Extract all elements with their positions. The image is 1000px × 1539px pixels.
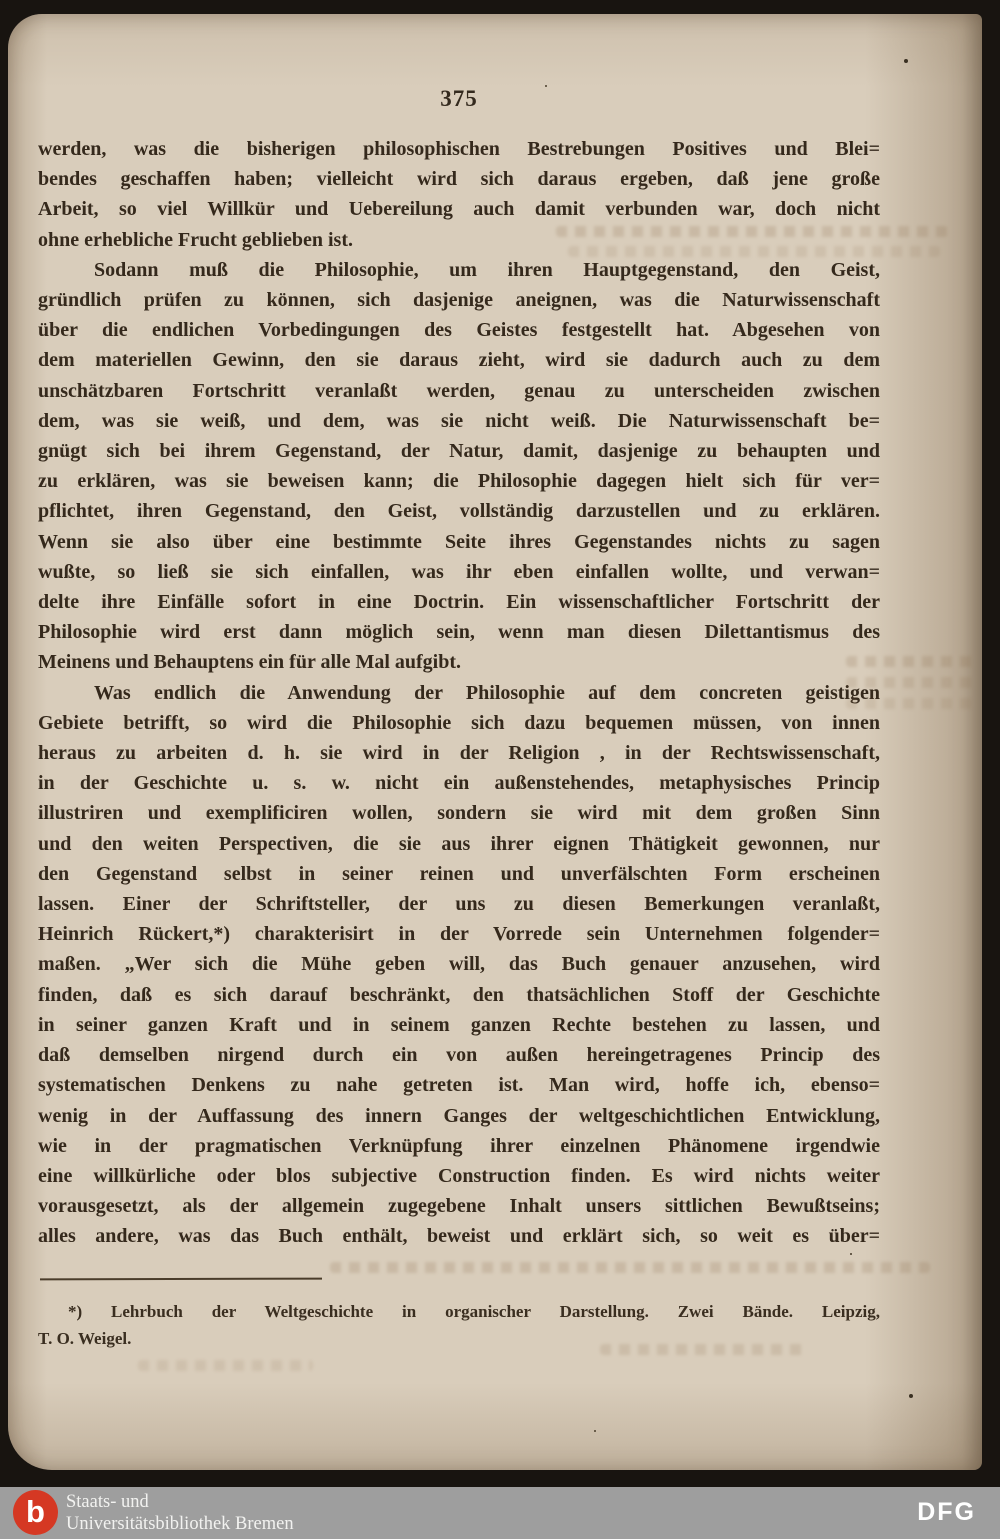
- text-line: daß demselben nirgend durch ein von außen hereingetragenes Princip des: [38, 1044, 880, 1067]
- bleedthrough-smudge: [846, 677, 974, 688]
- text-line: illustriren und exemplificiren wollen, sondern sie wird mit dem großen Sinn: [38, 802, 880, 825]
- text-line: Wenn sie also über eine bestimmte Seite ihres Gegenstandes nichts zu sagen: [38, 530, 880, 553]
- text-line: Sodann muß die Philosophie, um ihren Hauptgegenstand, den Geist,: [94, 258, 880, 281]
- text-line: lassen. Einer der Schriftsteller, der uns zu diesen Bemerkungen veranlaßt,: [38, 893, 880, 916]
- text-line: alles andere, was das Buch enthält, beweist und erklärt sich, so weit es über=: [38, 1225, 880, 1248]
- text-line: unschätzbaren Fortschritt veranlaßt werden, genau zu unterscheiden zwischen: [38, 379, 880, 402]
- text-line: Gebiete betrifft, so wird die Philosophie sich dazu bequemen müssen, von innen: [38, 711, 880, 734]
- text-line: zu erklären, was sie beweisen kann; die Philosophie dagegen hielt sich für ver=: [38, 470, 880, 493]
- text-line: bendes geschaffen haben; vielleicht wird sich daraus ergeben, daß jene große: [38, 168, 880, 191]
- text-line: über die endlichen Vorbedingungen des Geistes festgestellt hat. Abgesehen von: [38, 319, 880, 342]
- text-line: delte ihre Einfälle sofort in eine Doctrin. Ein wissenschaftlicher Fortschritt der: [38, 591, 880, 614]
- text-line: eine willkürliche oder blos subjective Construction finden. Es wird nichts weiter: [38, 1164, 880, 1187]
- footnote-line: *) Lehrbuch der Weltgeschichte in organischer Darstellung. Zwei Bände. Leipzig,: [68, 1302, 880, 1321]
- bleedthrough-smudge: [330, 1262, 930, 1273]
- bleedthrough-smudge: [846, 698, 974, 709]
- logo-letter: b: [26, 1494, 45, 1529]
- text-line: maßen. „Wer sich die Mühe geben will, das Buch genauer anzusehen, wird: [38, 953, 880, 976]
- library-name-line1: Staats- und: [66, 1492, 149, 1512]
- text-line: den Gegenstand selbst in seiner reinen und unverfälschten Form erscheinen: [38, 862, 880, 885]
- bleedthrough-smudge: [846, 656, 974, 667]
- footnote-line: T. O. Weigel.: [38, 1329, 132, 1348]
- scan-specks: [8, 14, 10, 16]
- text-line: pflichtet, ihren Gegenstand, den Geist, vollständig darzustellen und zu erklären.: [38, 500, 880, 523]
- text-line: Was endlich die Anwendung der Philosophie auf dem concreten geistigen: [94, 681, 880, 704]
- text-line: dem materiellen Gewinn, den sie daraus zieht, wird sie dadurch auch zu dem: [38, 349, 880, 372]
- page-number: 375: [440, 86, 478, 111]
- text-line: Arbeit, so viel Willkür und Uebereilung auch damit verbunden war, doch nicht: [38, 198, 880, 221]
- text-line: gründlich prüfen zu können, sich dasjenige aneignen, was die Naturwissenschaft: [38, 289, 880, 312]
- text-line: in seiner ganzen Kraft und in seinem ganzen Rechte bestehen zu lassen, und: [38, 1013, 880, 1036]
- bleedthrough-smudge: [600, 1344, 805, 1355]
- text-line: wenig in der Auffassung des innern Ganges der weltgeschichtlichen Entwicklung,: [38, 1104, 880, 1127]
- bleedthrough-smudge: [568, 246, 940, 257]
- text-line: systematischen Denkens zu nahe getreten ist. Man wird, hoffe ich, ebenso=: [38, 1074, 880, 1097]
- text-line: dem, was sie weiß, und dem, was sie nicht weiß. Die Naturwissenschaft be=: [38, 409, 880, 432]
- text-line: ohne erhebliche Frucht geblieben ist.: [38, 228, 353, 251]
- text-line: gnügt sich bei ihrem Gegenstand, der Natur, damit, dasjenige zu behaupten und: [38, 440, 880, 463]
- text-line: vorausgesetzt, als der allgemein zugegebene Inhalt unsers sittlichen Bewußtseins;: [38, 1195, 880, 1218]
- text-block: [38, 134, 880, 1252]
- library-footer-bar: [0, 1487, 1000, 1539]
- library-name-line2: Universitätsbibliothek Bremen: [66, 1514, 294, 1534]
- text-line: Meinens und Behauptens ein für alle Mal aufgibt.: [38, 651, 462, 674]
- text-line: finden, daß es sich darauf beschränkt, den thatsächlichen Stoff der Geschichte: [38, 983, 880, 1006]
- text-line: heraus zu arbeiten d. h. sie wird in der Religion , in der Rechtswissenschaft,: [38, 742, 880, 765]
- text-line: Heinrich Rückert,*) charakterisirt in der Vorrede sein Unternehmen folgender=: [38, 923, 880, 946]
- text-line: wie in der pragmatischen Verknüpfung ihrer einzelnen Phänomene irgendwie: [38, 1134, 880, 1157]
- text-line: werden, was die bisherigen philosophischen Bestrebungen Positives und Blei=: [38, 138, 880, 160]
- bleedthrough-smudge: [556, 226, 948, 237]
- bleedthrough-smudge: [138, 1360, 313, 1371]
- footnote-separator: [40, 1278, 322, 1281]
- library-logo-icon: [13, 1490, 58, 1535]
- book-page: [8, 14, 982, 1470]
- library-name: [66, 1491, 294, 1535]
- text-line: wußte, so ließ sie sich einfallen, was ihr eben einfallen wollte, und verwan=: [38, 560, 880, 583]
- text-line: Philosophie wird erst dann möglich sein, wenn man diesen Dilettantismus des: [38, 621, 880, 644]
- text-line: in der Geschichte u. s. w. nicht ein außenstehendes, metaphysisches Princip: [38, 772, 880, 795]
- dfg-logo: DFG: [917, 1498, 976, 1526]
- text-line: und den weiten Perspectiven, die sie aus ihrer eignen Thätigkeit gewonnen, nur: [38, 832, 880, 855]
